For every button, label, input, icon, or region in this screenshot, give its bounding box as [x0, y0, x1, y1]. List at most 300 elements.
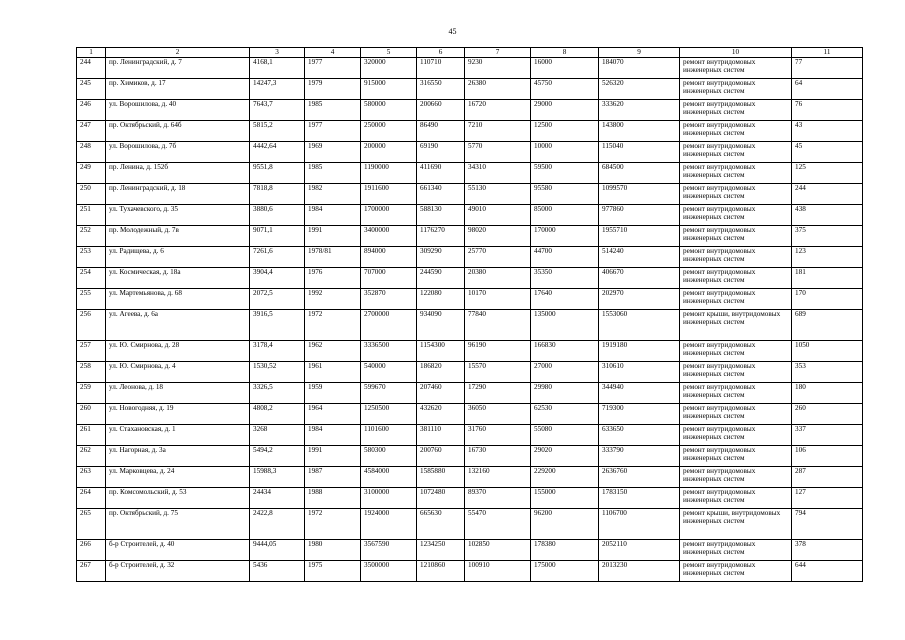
cell-row-number: 265	[77, 509, 106, 540]
cell-cost-d: 333790	[599, 446, 680, 467]
cell-cost-c: 35350	[531, 268, 599, 289]
cell-work-type: ремонт внутридомовых инженерных систем	[680, 142, 792, 163]
cell-value-11: 244	[792, 184, 863, 205]
cell-year-built: 1991	[305, 226, 361, 247]
cell-cost-b: 17290	[465, 383, 531, 404]
cell-year-built: 1959	[305, 383, 361, 404]
cell-work-type: ремонт внутридомовых инженерных систем	[680, 184, 792, 205]
cell-cost-b: 36050	[465, 404, 531, 425]
cell-cost-b: 31760	[465, 425, 531, 446]
cell-address: ул. Агеева, д. 6а	[106, 310, 250, 341]
table-row	[77, 58, 863, 79]
cell-year-built: 1984	[305, 205, 361, 226]
cell-cost-d: 143800	[599, 121, 680, 142]
cell-cost-d: 977860	[599, 205, 680, 226]
cell-cost-b: 16720	[465, 100, 531, 121]
cell-cost-a: 411690	[417, 163, 465, 184]
cell-cost-d: 1106700	[599, 509, 680, 540]
cell-work-type: ремонт внутридомовых инженерных систем	[680, 488, 792, 509]
cell-value-11: 127	[792, 488, 863, 509]
cell-area: 9551,8	[250, 163, 305, 184]
cell-cost-a: 200760	[417, 446, 465, 467]
column-header-2: 2	[106, 48, 250, 58]
cell-cost-a: 86490	[417, 121, 465, 142]
cell-total-cost: 3567590	[361, 540, 417, 561]
cell-year-built: 1985	[305, 163, 361, 184]
cell-work-type: ремонт внутридомовых инженерных систем	[680, 425, 792, 446]
cell-cost-a: 1176270	[417, 226, 465, 247]
column-header-9: 9	[599, 48, 680, 58]
cell-year-built: 1977	[305, 58, 361, 79]
cell-value-11: 353	[792, 362, 863, 383]
cell-cost-c: 55080	[531, 425, 599, 446]
cell-area: 7261,6	[250, 247, 305, 268]
cell-value-11: 438	[792, 205, 863, 226]
table-row	[77, 341, 863, 362]
table-row	[77, 79, 863, 100]
cell-work-type: ремонт внутридомовых инженерных систем	[680, 205, 792, 226]
table-row	[77, 383, 863, 404]
cell-year-built: 1984	[305, 425, 361, 446]
cell-cost-a: 1072480	[417, 488, 465, 509]
cell-total-cost: 1911600	[361, 184, 417, 205]
cell-work-type: ремонт внутридомовых инженерных систем	[680, 561, 792, 582]
table-row	[77, 121, 863, 142]
cell-area: 1530,52	[250, 362, 305, 383]
cell-cost-b: 20380	[465, 268, 531, 289]
cell-area: 3326,5	[250, 383, 305, 404]
cell-year-built: 1979	[305, 79, 361, 100]
cell-work-type: ремонт внутридомовых инженерных систем	[680, 163, 792, 184]
cell-address: ул. Марковцева, д. 24	[106, 467, 250, 488]
cell-cost-b: 102850	[465, 540, 531, 561]
column-header-8: 8	[531, 48, 599, 58]
cell-value-11: 170	[792, 289, 863, 310]
cell-area: 15988,3	[250, 467, 305, 488]
cell-work-type: ремонт внутридомовых инженерных систем	[680, 362, 792, 383]
cell-cost-a: 200660	[417, 100, 465, 121]
cell-work-type: ремонт внутридомовых инженерных систем	[680, 58, 792, 79]
cell-cost-b: 16730	[465, 446, 531, 467]
cell-cost-d: 1955710	[599, 226, 680, 247]
cell-cost-b: 132160	[465, 467, 531, 488]
cell-value-11: 287	[792, 467, 863, 488]
cell-address: б-р Строителей, д. 40	[106, 540, 250, 561]
cell-area: 3916,5	[250, 310, 305, 341]
cell-row-number: 263	[77, 467, 106, 488]
cell-cost-c: 45750	[531, 79, 599, 100]
cell-row-number: 245	[77, 79, 106, 100]
cell-total-cost: 2700000	[361, 310, 417, 341]
cell-cost-c: 10000	[531, 142, 599, 163]
column-header-10: 10	[680, 48, 792, 58]
cell-total-cost: 3500000	[361, 561, 417, 582]
table-row	[77, 561, 863, 582]
cell-year-built: 1964	[305, 404, 361, 425]
cell-value-11: 644	[792, 561, 863, 582]
column-header-4: 4	[305, 48, 361, 58]
cell-row-number: 267	[77, 561, 106, 582]
table-row	[77, 540, 863, 561]
cell-cost-a: 432620	[417, 404, 465, 425]
header-row	[77, 48, 863, 58]
cell-cost-b: 55470	[465, 509, 531, 540]
cell-cost-b: 49010	[465, 205, 531, 226]
cell-year-built: 1976	[305, 268, 361, 289]
table-row	[77, 488, 863, 509]
table-row	[77, 268, 863, 289]
cell-total-cost: 1700000	[361, 205, 417, 226]
cell-area: 3268	[250, 425, 305, 446]
cell-address: пр. Ленинградский, д. 7	[106, 58, 250, 79]
cell-area: 24434	[250, 488, 305, 509]
table-row	[77, 142, 863, 163]
cell-value-11: 77	[792, 58, 863, 79]
table-row	[77, 205, 863, 226]
cell-cost-a: 207460	[417, 383, 465, 404]
cell-cost-b: 98020	[465, 226, 531, 247]
cell-work-type: ремонт внутридомовых инженерных систем	[680, 289, 792, 310]
cell-value-11: 181	[792, 268, 863, 289]
cell-total-cost: 540000	[361, 362, 417, 383]
cell-cost-a: 1234250	[417, 540, 465, 561]
cell-cost-c: 85000	[531, 205, 599, 226]
cell-value-11: 43	[792, 121, 863, 142]
cell-cost-b: 10170	[465, 289, 531, 310]
cell-total-cost: 320000	[361, 58, 417, 79]
cell-cost-b: 15570	[465, 362, 531, 383]
cell-address: пр. Октябрьский, д. 64б	[106, 121, 250, 142]
cell-row-number: 250	[77, 184, 106, 205]
cell-total-cost: 352870	[361, 289, 417, 310]
cell-address: ул. Ворошилова, д. 7б	[106, 142, 250, 163]
table-row	[77, 362, 863, 383]
cell-cost-c: 29020	[531, 446, 599, 467]
cell-year-built: 1972	[305, 310, 361, 341]
cell-total-cost: 580000	[361, 100, 417, 121]
table-row	[77, 404, 863, 425]
cell-area: 5815,2	[250, 121, 305, 142]
cell-area: 14247,3	[250, 79, 305, 100]
cell-cost-b: 34310	[465, 163, 531, 184]
cell-address: ул. Радищева, д. 6	[106, 247, 250, 268]
cell-total-cost: 599670	[361, 383, 417, 404]
cell-work-type: ремонт внутридомовых инженерных систем	[680, 121, 792, 142]
cell-year-built: 1972	[305, 509, 361, 540]
cell-cost-c: 27000	[531, 362, 599, 383]
cell-year-built: 1962	[305, 341, 361, 362]
cell-cost-d: 514240	[599, 247, 680, 268]
cell-cost-b: 26380	[465, 79, 531, 100]
cell-total-cost: 580300	[361, 446, 417, 467]
cell-cost-c: 175000	[531, 561, 599, 582]
cell-cost-d: 310610	[599, 362, 680, 383]
cell-value-11: 106	[792, 446, 863, 467]
cell-value-11: 64	[792, 79, 863, 100]
cell-work-type: ремонт внутридомовых инженерных систем	[680, 226, 792, 247]
cell-cost-b: 100910	[465, 561, 531, 582]
cell-area: 4442,64	[250, 142, 305, 163]
cell-cost-d: 1099570	[599, 184, 680, 205]
cell-area: 9444,05	[250, 540, 305, 561]
cell-cost-d: 115040	[599, 142, 680, 163]
cell-row-number: 257	[77, 341, 106, 362]
cell-address: пр. Химиков, д. 17	[106, 79, 250, 100]
page-number: 45	[448, 27, 457, 36]
cell-address: б-р Строителей, д. 32	[106, 561, 250, 582]
cell-value-11: 180	[792, 383, 863, 404]
cell-cost-c: 155000	[531, 488, 599, 509]
cell-cost-c: 166830	[531, 341, 599, 362]
cell-address: пр. Молодежный, д. 7в	[106, 226, 250, 247]
cell-year-built: 1980	[305, 540, 361, 561]
cell-total-cost: 894000	[361, 247, 417, 268]
cell-cost-d: 526320	[599, 79, 680, 100]
cell-cost-d: 719300	[599, 404, 680, 425]
cell-total-cost: 200000	[361, 142, 417, 163]
cell-value-11: 689	[792, 310, 863, 341]
cell-work-type: ремонт внутридомовых инженерных систем	[680, 446, 792, 467]
cell-cost-c: 59500	[531, 163, 599, 184]
cell-total-cost: 1250500	[361, 404, 417, 425]
column-header-7: 7	[465, 48, 531, 58]
cell-cost-d: 633650	[599, 425, 680, 446]
cell-work-type: ремонт внутридомовых инженерных систем	[680, 100, 792, 121]
cell-area: 9071,1	[250, 226, 305, 247]
table-row	[77, 247, 863, 268]
cell-address: ул. Ворошилова, д. 40	[106, 100, 250, 121]
cell-row-number: 264	[77, 488, 106, 509]
cell-area: 2072,5	[250, 289, 305, 310]
cell-total-cost: 707000	[361, 268, 417, 289]
cell-cost-d: 2013230	[599, 561, 680, 582]
cell-cost-c: 29000	[531, 100, 599, 121]
cell-work-type: ремонт внутридомовых инженерных систем	[680, 383, 792, 404]
cell-cost-a: 110710	[417, 58, 465, 79]
cell-value-11: 375	[792, 226, 863, 247]
cell-cost-d: 1919180	[599, 341, 680, 362]
cell-cost-c: 44700	[531, 247, 599, 268]
cell-year-built: 1961	[305, 362, 361, 383]
cell-cost-b: 55130	[465, 184, 531, 205]
cell-area: 5494,2	[250, 446, 305, 467]
repair-schedule-table	[76, 47, 863, 582]
cell-total-cost: 3336500	[361, 341, 417, 362]
cell-cost-c: 229200	[531, 467, 599, 488]
cell-value-11: 260	[792, 404, 863, 425]
cell-cost-b: 89370	[465, 488, 531, 509]
cell-row-number: 260	[77, 404, 106, 425]
cell-address: ул. Леонова, д. 18	[106, 383, 250, 404]
cell-address: ул. Нагорная, д. 3а	[106, 446, 250, 467]
cell-cost-c: 178380	[531, 540, 599, 561]
cell-address: ул. Тухачевского, д. 35	[106, 205, 250, 226]
cell-cost-d: 2636760	[599, 467, 680, 488]
column-header-6: 6	[417, 48, 465, 58]
cell-cost-c: 135000	[531, 310, 599, 341]
cell-cost-a: 665630	[417, 509, 465, 540]
cell-cost-d: 2052110	[599, 540, 680, 561]
cell-total-cost: 4584000	[361, 467, 417, 488]
cell-cost-d: 184070	[599, 58, 680, 79]
cell-year-built: 1969	[305, 142, 361, 163]
cell-row-number: 246	[77, 100, 106, 121]
cell-area: 7818,8	[250, 184, 305, 205]
cell-year-built: 1987	[305, 467, 361, 488]
cell-cost-a: 186820	[417, 362, 465, 383]
cell-total-cost: 250000	[361, 121, 417, 142]
cell-cost-d: 344940	[599, 383, 680, 404]
table-row	[77, 446, 863, 467]
cell-cost-a: 122080	[417, 289, 465, 310]
cell-row-number: 249	[77, 163, 106, 184]
cell-row-number: 258	[77, 362, 106, 383]
cell-year-built: 1991	[305, 446, 361, 467]
table-body	[77, 58, 863, 582]
cell-year-built: 1985	[305, 100, 361, 121]
cell-area: 3904,4	[250, 268, 305, 289]
table-row	[77, 184, 863, 205]
cell-area: 2422,8	[250, 509, 305, 540]
cell-address: ул. Ю. Смирнова, д. 4	[106, 362, 250, 383]
cell-address: пр. Комсомольский, д. 53	[106, 488, 250, 509]
cell-row-number: 244	[77, 58, 106, 79]
cell-year-built: 1978/81	[305, 247, 361, 268]
cell-address: ул. Ю. Смирнова, д. 28	[106, 341, 250, 362]
cell-cost-b: 96190	[465, 341, 531, 362]
cell-area: 7643,7	[250, 100, 305, 121]
cell-area: 4168,1	[250, 58, 305, 79]
column-header-3: 3	[250, 48, 305, 58]
cell-year-built: 1982	[305, 184, 361, 205]
cell-cost-b: 5770	[465, 142, 531, 163]
cell-cost-a: 934090	[417, 310, 465, 341]
cell-cost-a: 381110	[417, 425, 465, 446]
cell-cost-a: 69190	[417, 142, 465, 163]
cell-cost-b: 25770	[465, 247, 531, 268]
cell-work-type: ремонт крыши, внутридомовых инженерных систем	[680, 310, 792, 341]
cell-year-built: 1975	[305, 561, 361, 582]
cell-value-11: 337	[792, 425, 863, 446]
cell-cost-c: 12500	[531, 121, 599, 142]
cell-year-built: 1977	[305, 121, 361, 142]
cell-area: 3178,4	[250, 341, 305, 362]
cell-total-cost: 1924000	[361, 509, 417, 540]
cell-work-type: ремонт внутридомовых инженерных систем	[680, 467, 792, 488]
cell-work-type: ремонт внутридомовых инженерных систем	[680, 268, 792, 289]
table-row	[77, 289, 863, 310]
cell-cost-c: 16000	[531, 58, 599, 79]
cell-row-number: 262	[77, 446, 106, 467]
cell-row-number: 253	[77, 247, 106, 268]
cell-total-cost: 1190000	[361, 163, 417, 184]
table-row	[77, 100, 863, 121]
cell-cost-c: 62530	[531, 404, 599, 425]
cell-address: ул. Космическая, д. 18а	[106, 268, 250, 289]
cell-row-number: 261	[77, 425, 106, 446]
cell-address: ул. Новогодняя, д. 19	[106, 404, 250, 425]
cell-row-number: 247	[77, 121, 106, 142]
cell-cost-b: 7210	[465, 121, 531, 142]
cell-cost-a: 1585880	[417, 467, 465, 488]
cell-total-cost: 3400000	[361, 226, 417, 247]
cell-row-number: 266	[77, 540, 106, 561]
cell-value-11: 123	[792, 247, 863, 268]
cell-address: пр. Октябрьский, д. 75	[106, 509, 250, 540]
table-row	[77, 509, 863, 540]
cell-cost-d: 333620	[599, 100, 680, 121]
cell-cost-b: 77840	[465, 310, 531, 341]
cell-work-type: ремонт внутридомовых инженерных систем	[680, 247, 792, 268]
cell-cost-d: 1553060	[599, 310, 680, 341]
cell-value-11: 125	[792, 163, 863, 184]
cell-row-number: 252	[77, 226, 106, 247]
cell-cost-c: 170000	[531, 226, 599, 247]
cell-work-type: ремонт крыши, внутридомовых инженерных систем	[680, 509, 792, 540]
column-header-1: 1	[77, 48, 106, 58]
cell-cost-a: 588130	[417, 205, 465, 226]
cell-total-cost: 1101600	[361, 425, 417, 446]
column-header-11: 11	[792, 48, 863, 58]
cell-work-type: ремонт внутридомовых инженерных систем	[680, 341, 792, 362]
table-row	[77, 310, 863, 341]
cell-cost-d: 684500	[599, 163, 680, 184]
cell-cost-a: 309290	[417, 247, 465, 268]
cell-work-type: ремонт внутридомовых инженерных систем	[680, 540, 792, 561]
cell-cost-a: 661340	[417, 184, 465, 205]
cell-address: ул. Мартемьянова, д. 68	[106, 289, 250, 310]
cell-cost-a: 1154300	[417, 341, 465, 362]
cell-cost-c: 96200	[531, 509, 599, 540]
cell-address: пр. Ленина, д. 152б	[106, 163, 250, 184]
cell-cost-d: 1783150	[599, 488, 680, 509]
cell-address: ул. Стахановская, д. 1	[106, 425, 250, 446]
cell-work-type: ремонт внутридомовых инженерных систем	[680, 79, 792, 100]
cell-cost-c: 29980	[531, 383, 599, 404]
cell-address: пр. Ленинградский, д. 18	[106, 184, 250, 205]
cell-row-number: 251	[77, 205, 106, 226]
cell-cost-c: 17640	[531, 289, 599, 310]
cell-row-number: 259	[77, 383, 106, 404]
cell-value-11: 378	[792, 540, 863, 561]
cell-area: 4808,2	[250, 404, 305, 425]
cell-row-number: 255	[77, 289, 106, 310]
cell-row-number: 254	[77, 268, 106, 289]
cell-value-11: 794	[792, 509, 863, 540]
cell-value-11: 1050	[792, 341, 863, 362]
cell-value-11: 45	[792, 142, 863, 163]
cell-work-type: ремонт внутридомовых инженерных систем	[680, 404, 792, 425]
cell-area: 5436	[250, 561, 305, 582]
cell-year-built: 1988	[305, 488, 361, 509]
table-row	[77, 425, 863, 446]
cell-total-cost: 915000	[361, 79, 417, 100]
table-row	[77, 226, 863, 247]
cell-row-number: 256	[77, 310, 106, 341]
column-header-5: 5	[361, 48, 417, 58]
cell-year-built: 1992	[305, 289, 361, 310]
cell-value-11: 76	[792, 100, 863, 121]
cell-cost-b: 9230	[465, 58, 531, 79]
cell-total-cost: 3100000	[361, 488, 417, 509]
cell-area: 3880,6	[250, 205, 305, 226]
table-row	[77, 467, 863, 488]
cell-cost-d: 406670	[599, 268, 680, 289]
cell-cost-a: 244590	[417, 268, 465, 289]
table-row	[77, 163, 863, 184]
cell-cost-d: 202970	[599, 289, 680, 310]
cell-cost-a: 1210860	[417, 561, 465, 582]
